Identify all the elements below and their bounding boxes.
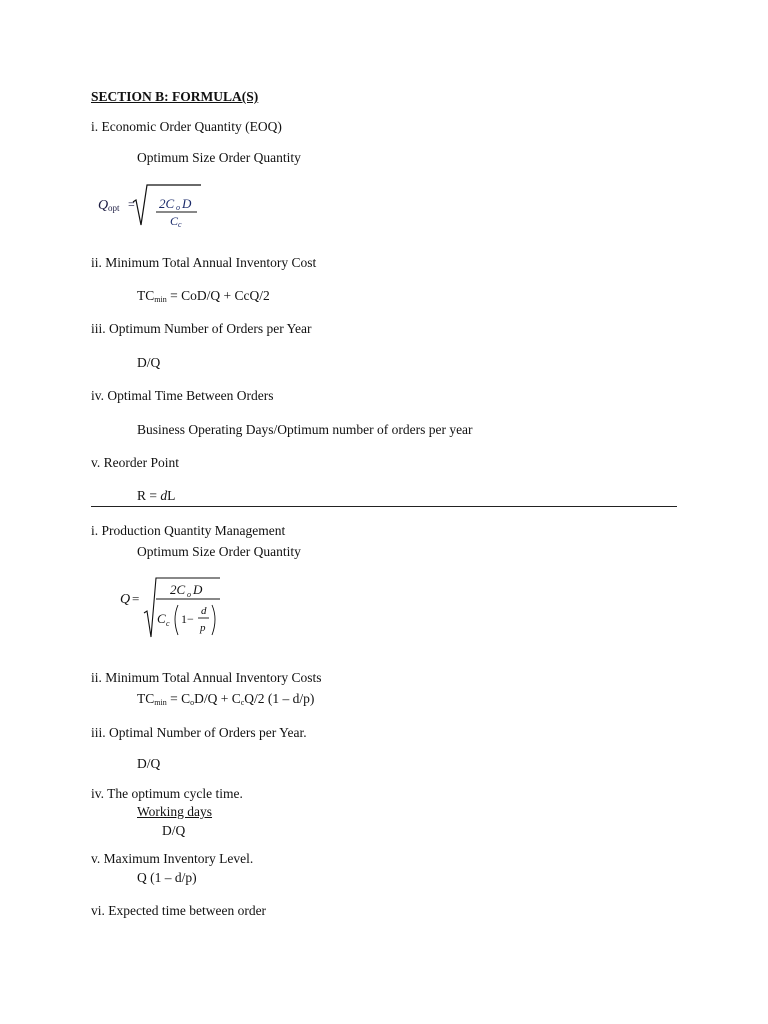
orders-title: iii. Optimum Number of Orders per Year <box>91 321 312 336</box>
pqm-orders-formula: D/Q <box>137 756 161 771</box>
eoq-num-tail: D <box>182 196 192 211</box>
orders-formula: D/Q <box>137 355 161 370</box>
pqm-lhs: Q <box>120 592 131 607</box>
pqm-max-title: v. Maximum Inventory Level. <box>91 851 254 866</box>
pqm-one-minus: 1− <box>181 612 194 626</box>
reorder-formula: R = dL <box>137 488 176 503</box>
time-formula: Business Operating Days/Optimum number of orders per year <box>137 422 473 437</box>
pqm-expected-title: vi. Expected time between order <box>91 903 267 918</box>
pqm-frac-den: p <box>200 622 206 634</box>
eoq-num: 2C <box>159 196 175 211</box>
pqm-tc-formula: $TC_{min} = C_oD/Q + C_cQ/2$ (1 – d/p) <box>137 691 315 707</box>
section-divider <box>91 506 677 507</box>
tc-title: ii. Minimum Total Annual Inventory Cost <box>91 255 317 270</box>
eoq-title: i. Economic Order Quantity (EOQ) <box>91 119 282 134</box>
pqm-orders-title: iii. Optimal Number of Orders per Year. <box>91 725 307 740</box>
tc-formula: $TC_{min} = CoD/Q + CcQ/2$ <box>137 288 270 304</box>
pqm-max-formula: Q (1 – d/p) <box>137 870 197 885</box>
section-heading: SECTION B: FORMULA(S) <box>91 89 259 104</box>
pqm-cycle-title: iv. The optimum cycle time. <box>91 786 243 801</box>
eoq-equals: = <box>128 197 135 211</box>
pqm-subtitle: Optimum Size Order Quantity <box>137 544 301 559</box>
pqm-tc-title: ii. Minimum Total Annual Inventory Costs <box>91 670 322 685</box>
eoq-formula <box>96 182 208 230</box>
pqm-cycle-numerator: Working days <box>137 804 213 819</box>
pqm-right-paren <box>212 605 215 635</box>
pqm-title: i. Production Quantity Management <box>91 523 286 538</box>
pqm-left-paren <box>175 605 178 635</box>
pqm-den-c: C <box>157 611 166 626</box>
pqm-num-tail: D <box>193 582 203 597</box>
pqm-den-c-sub: c <box>166 619 170 628</box>
pqm-cycle-denominator: D/Q <box>162 823 186 838</box>
pqm-frac-num: d <box>201 605 207 617</box>
eoq-num-sub: o <box>176 203 180 212</box>
reorder-title: v. Reorder Point <box>91 455 179 470</box>
pqm-equals: = <box>132 591 140 606</box>
time-title: iv. Optimal Time Between Orders <box>91 388 274 403</box>
eoq-den-sub: c <box>178 220 182 229</box>
eoq-subtitle: Optimum Size Order Quantity <box>137 150 301 165</box>
eoq-den: C <box>170 214 179 228</box>
pqm-num: 2C <box>170 582 186 597</box>
pqm-formula <box>118 575 226 641</box>
pqm-num-sub: o <box>187 590 191 599</box>
eoq-lhs-sub: opt <box>108 203 120 213</box>
eoq-lhs: Q <box>98 198 109 213</box>
